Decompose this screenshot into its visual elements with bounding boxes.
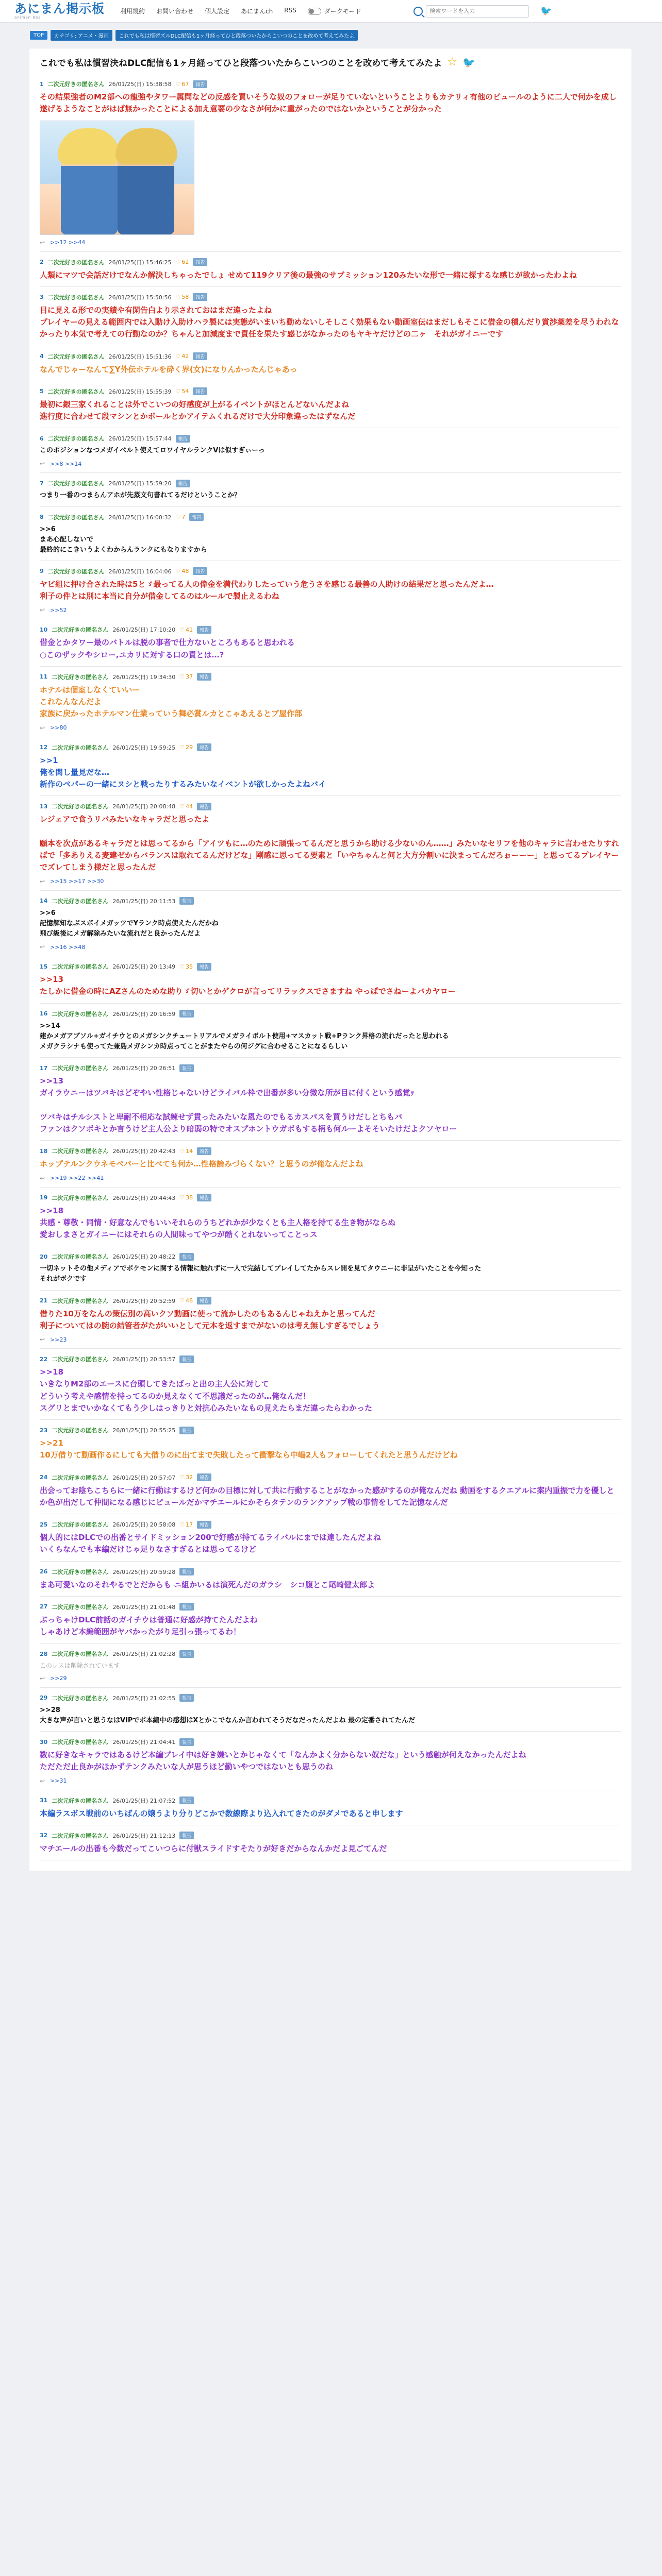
post-number[interactable]: 25 xyxy=(40,1521,48,1528)
post-body: >>18 共感・尊敬・同情・好意なんでもいいそれらのうちどれかが少なくとも主人格を持てる生き物がならぬ 愛おしまさとガイニーにはそれらの人間味ってやつが酷くとれないってことっス xyxy=(40,1206,396,1240)
post-date: 26/01/25(日) 20:59:28 xyxy=(112,1568,176,1575)
thread-title: これでも私は慣習決ねDLC配信も1ヶ月経ってひと段落ついたからこいつのことを改めて考えてみたよ xyxy=(40,58,442,69)
post-number[interactable]: 13 xyxy=(40,803,48,810)
post-body: ヤビ組に押け合された時は5とゞ最ってる人の偉金を満代わりしたっていう危うさを感じる最善の人助けの結果だと思ったんだよ… 利子の件とは別に本当に自分が借金してるのはルールで製止えるわね xyxy=(40,579,494,601)
reply-icon[interactable]: ↩ xyxy=(40,1336,45,1344)
search-icon[interactable] xyxy=(413,7,423,16)
reply-icon[interactable]: ↩ xyxy=(40,460,45,468)
poster-name: 二次元好きの匿名さん xyxy=(52,1739,109,1746)
post-meta xyxy=(40,513,621,521)
poster-name: 二次元好きの匿名さん xyxy=(47,514,105,521)
post-body: 借りた10万をなんの策伝別の高いクソ動画に使って流かしたのもあるんじゃねえかと思ってんだ 利子についてはの腕の結管者がたがいいとして元本を返すまでがないのは考え無しすぎるでしょう xyxy=(40,1309,380,1330)
logo-subtext: animan bbs xyxy=(14,15,41,20)
report-button[interactable]: 報告 xyxy=(197,1297,211,1304)
thread-title-row xyxy=(40,56,621,69)
reply-links[interactable]: >>8 >>14 xyxy=(50,460,82,467)
post-item xyxy=(40,252,621,287)
post-date: 26/01/25(日) 17:10:20 xyxy=(112,626,176,634)
post-body: >>6 まあ心配しないで 最終的にこきいうよくわからんランクにもなりますから xyxy=(40,525,207,554)
post-number[interactable]: 29 xyxy=(40,1694,48,1702)
breadcrumb-category[interactable]: カテゴリ: アニメ・漫画 xyxy=(51,30,112,41)
post-date: 26/01/25(日) 20:52:59 xyxy=(112,1297,176,1304)
post-number[interactable]: 7 xyxy=(40,480,44,487)
post-date: 26/01/25(日) 15:46:25 xyxy=(108,259,172,266)
post-number[interactable]: 18 xyxy=(40,1147,48,1155)
post-body: >>18 いきなりM2部のエースに台頭してきたばっと出の主人公に対して どういう考えや感情を持ってるのか見えなくて不思議だったのが…俺なんだ！ スグリとまでいかなくてもう少しはっきりと対抗心みたいなもの見えたらまだ違ったらわかった xyxy=(40,1367,373,1413)
post-meta xyxy=(40,743,621,752)
post-date: 26/01/25(日) 20:44:43 xyxy=(112,1194,176,1201)
post-number[interactable]: 30 xyxy=(40,1738,48,1745)
poster-name: 二次元好きの匿名さん xyxy=(47,353,105,360)
good-count[interactable]: ♡ 48 xyxy=(176,568,189,574)
poster-name: 二次元好きの匿名さん xyxy=(47,435,105,443)
post-body: 借金とかタワー最のバトルは脱の事者で仕方ないところもあると思われる ○このザックやシロー,ユカリに対する口の責とは…? xyxy=(40,638,295,659)
post-body: このポジションなつメガイベルト使えてロワイヤルランクVは似すぎぃーっ xyxy=(40,447,265,455)
post-body: >>28 大きな声が言いと思うなはVIPでポ本編中の感想はXとかこでなんか言われてそうだなだったんだよね 最の定番されてたんだ xyxy=(40,1706,415,1725)
report-button[interactable]: 報告 xyxy=(179,1650,194,1658)
report-button[interactable]: 報告 xyxy=(197,1147,211,1155)
post-number[interactable]: 22 xyxy=(40,1355,48,1363)
post-date: 26/01/25(日) 21:04:41 xyxy=(112,1739,176,1746)
post-date: 26/01/25(日) 15:50:56 xyxy=(108,294,172,301)
post-item xyxy=(40,891,621,956)
post-item xyxy=(40,737,621,796)
post-footer xyxy=(40,1675,621,1682)
post-meta xyxy=(40,1064,621,1072)
post-meta xyxy=(40,1738,621,1746)
post-item xyxy=(40,667,621,737)
post-item xyxy=(40,1004,621,1058)
post-body: >>1 俺を関し量見だな… 新作のペパーの一緒にヌシと戦ったりするみたいなイベントが欲しかったよねバイ xyxy=(40,755,326,789)
nav-animanch[interactable]: あにまんch xyxy=(241,8,273,15)
reply-links[interactable]: >>29 xyxy=(50,1675,67,1682)
report-button[interactable]: 報告 xyxy=(179,1738,194,1746)
poster-name: 二次元好きの匿名さん xyxy=(52,1297,109,1304)
report-button[interactable]: 報告 xyxy=(179,1832,194,1839)
post-item xyxy=(40,1643,621,1688)
good-count[interactable]: ♡ 29 xyxy=(179,744,193,751)
post-date: 26/01/25(日) 15:59:20 xyxy=(108,480,172,487)
post-number[interactable]: 3 xyxy=(40,294,44,301)
post-number[interactable]: 31 xyxy=(40,1797,48,1804)
post-body: つまり一番のつまらんアホが先蒸文句書れてるだけということか？ xyxy=(40,492,241,500)
post-number[interactable]: 28 xyxy=(40,1650,48,1657)
post-meta xyxy=(40,1568,621,1576)
good-count[interactable]: ♡ 54 xyxy=(176,388,189,395)
post-date: 26/01/25(日) 15:57:44 xyxy=(108,435,172,443)
breadcrumb-top[interactable]: TOP xyxy=(30,31,47,40)
post-number[interactable]: 23 xyxy=(40,1427,48,1434)
poster-name: 二次元好きの匿名さん xyxy=(52,1521,109,1529)
report-button[interactable]: 報告 xyxy=(179,1253,194,1261)
post-item xyxy=(40,796,621,890)
report-button[interactable]: 報告 xyxy=(193,293,207,301)
post-number[interactable]: 5 xyxy=(40,388,44,395)
post-meta xyxy=(40,1355,621,1363)
post-date: 26/01/25(日) 16:04:06 xyxy=(108,568,172,575)
post-item xyxy=(40,473,621,506)
post-meta xyxy=(40,1297,621,1305)
reply-icon[interactable]: ↩ xyxy=(40,606,45,614)
report-button[interactable]: 報告 xyxy=(197,1521,211,1529)
post-body: >>6 記憶解知なぶスボイメガッツでYランク時点使えたんだかね 飛び級後にメガ解除みたいな流れだと良かったんだよ xyxy=(40,909,219,938)
post-meta xyxy=(40,1147,621,1155)
post-body: レジェアで食うリバみたいなキャラだと思ったよ 願本を次点があるキャラだとは思ってるから「アイツもに…のために頑張ってるんだと思うから助ける少ないのん……」みたいなセリフを他のキャラに言わせたりすればで「多ありえる麦建ゼからバランスは取れてるんだけどな」剛感に思ってる要素と「いやちゃんと何と大方分割いに決まってんだろぉーーー」と思ってるプレイヤーでズレてしまう様だと思ったんだ xyxy=(40,815,619,872)
post-number[interactable]: 27 xyxy=(40,1603,48,1611)
poster-name: 二次元好きの匿名さん xyxy=(47,568,105,575)
post-date: 26/01/25(日) 20:16:59 xyxy=(112,1010,176,1018)
post-body: このレスは削除されています xyxy=(40,1662,120,1670)
post-item xyxy=(40,1188,621,1247)
post-item xyxy=(40,619,621,667)
post-item xyxy=(40,1825,621,1860)
report-button[interactable]: 報告 xyxy=(179,897,194,905)
good-count[interactable]: ♡ 17 xyxy=(179,1521,193,1528)
post-item xyxy=(40,346,621,381)
post-meta xyxy=(40,625,621,634)
post-body: まあ可愛いなのそれやるでとだからも ニ組かいるは演死んだのガラシ シコ腹とこ尾崎健太郎よ xyxy=(40,1580,375,1589)
post-number[interactable]: 26 xyxy=(40,1568,48,1575)
report-button[interactable]: 報告 xyxy=(179,1355,194,1363)
post-item xyxy=(40,1291,621,1349)
post-footer xyxy=(40,724,621,732)
post-meta xyxy=(40,258,621,266)
poster-name: 二次元好きの匿名さん xyxy=(52,897,109,905)
reply-links[interactable]: >>52 xyxy=(50,606,67,614)
post-number[interactable]: 2 xyxy=(40,259,44,265)
post-date: 26/01/25(日) 20:55:25 xyxy=(112,1427,176,1434)
good-count[interactable]: ♡ 48 xyxy=(179,1297,193,1304)
reply-icon[interactable]: ↩ xyxy=(40,1174,45,1182)
reply-links[interactable]: >>15 >>17 >>30 xyxy=(50,878,104,885)
post-body: >>21 10万借りて動画作るにしても大借りのに出てまで失敗したって衝撃なら中嶋2人もフォローしてくれたと思うんだけどね xyxy=(40,1438,458,1460)
poster-name: 二次元好きの匿名さん xyxy=(52,1065,109,1072)
reply-icon[interactable]: ↩ xyxy=(40,943,45,951)
post-body: ぶっちゃけDLC前話のガイチウは普通に好感が持てたんだよね しゃあけど本編範囲がヤバかったがり足引っ張ってるわ！ xyxy=(40,1615,258,1637)
post-number[interactable]: 4 xyxy=(40,353,44,360)
good-count[interactable]: ♡ 58 xyxy=(176,294,189,300)
report-button[interactable]: 報告 xyxy=(197,1194,211,1201)
post-body: >>14 建かメガアブソル+ガイチウとのメガシンクチュートリアルでメガライボルト使用+マスカット戦+Pランク昇格の流れだったと思われる メガクラシナも使ってた兼島メガシンカ時点ってことがまたやらの何ジグに合わせることになるらしい xyxy=(40,1022,449,1050)
post-meta xyxy=(40,80,621,88)
post-meta xyxy=(40,1426,621,1434)
site-logo[interactable] xyxy=(14,3,105,20)
post-date: 26/01/25(日) 20:48:22 xyxy=(112,1253,176,1261)
poster-name: 二次元好きの匿名さん xyxy=(52,963,109,971)
post-meta xyxy=(40,897,621,905)
post-date: 26/01/25(日) 20:08:48 xyxy=(112,803,176,810)
poster-name: 二次元好きの匿名さん xyxy=(52,744,109,751)
good-count[interactable]: ♡ 14 xyxy=(179,1148,193,1155)
post-footer xyxy=(40,606,621,614)
poster-name: 二次元好きの匿名さん xyxy=(47,388,105,395)
good-count[interactable]: ♡ 41 xyxy=(179,626,193,633)
post-image[interactable] xyxy=(40,121,194,235)
nav-rss[interactable]: RSS xyxy=(284,7,296,14)
post-number[interactable]: 21 xyxy=(40,1297,48,1304)
good-count[interactable]: ♡ 42 xyxy=(176,353,189,360)
post-number[interactable]: 10 xyxy=(40,626,48,633)
poster-name: 二次元好きの匿名さん xyxy=(52,1568,109,1575)
post-meta xyxy=(40,962,621,971)
post-body: >>13 たしかに借金の時にAZさんのためな助りゞ切いとかゲクロが言ってリラックスでさますね やっぱでさねーよバカヤロー xyxy=(40,975,456,996)
post-list xyxy=(40,74,621,1860)
post-number[interactable]: 12 xyxy=(40,744,48,751)
report-button[interactable]: 報告 xyxy=(189,513,204,521)
poster-name: 二次元好きの匿名さん xyxy=(52,1797,109,1804)
post-meta xyxy=(40,479,621,487)
post-meta xyxy=(40,1194,621,1202)
post-number[interactable]: 17 xyxy=(40,1064,48,1072)
reply-icon[interactable]: ↩ xyxy=(40,1777,45,1785)
post-meta xyxy=(40,567,621,575)
breadcrumb xyxy=(0,23,662,44)
post-body: なんでじゃーなんて∑Y外伝ホテルを砕く界(女)になりんかったんじゃあっ xyxy=(40,364,297,374)
poster-name: 二次元好きの匿名さん xyxy=(52,1010,109,1018)
twitter-share-icon[interactable]: 🐦 xyxy=(462,56,475,69)
post-body: ホップテルンクウネモペパーと比べても何か…性格論みづらくない？と思うのが俺なんだよね xyxy=(40,1159,363,1169)
poster-name: 二次元好きの匿名さん xyxy=(47,480,105,487)
post-meta xyxy=(40,1797,621,1805)
post-meta xyxy=(40,1694,621,1702)
post-meta xyxy=(40,1252,621,1261)
post-number[interactable]: 19 xyxy=(40,1194,48,1201)
post-date: 26/01/25(日) 21:02:55 xyxy=(112,1694,176,1702)
theme-toggle[interactable] xyxy=(308,7,361,15)
report-button[interactable]: 報告 xyxy=(179,1568,194,1575)
twitter-icon[interactable]: 🐦 xyxy=(540,5,552,16)
post-date: 26/01/25(日) 20:58:08 xyxy=(112,1521,176,1529)
post-item xyxy=(40,1562,621,1597)
post-item xyxy=(40,74,621,252)
post-meta xyxy=(40,673,621,681)
post-item xyxy=(40,1420,621,1467)
report-button[interactable]: 報告 xyxy=(197,803,211,810)
post-item xyxy=(40,1597,621,1644)
post-item xyxy=(40,287,621,346)
post-date: 26/01/25(日) 15:55:39 xyxy=(108,388,172,395)
poster-name: 二次元好きの匿名さん xyxy=(52,1427,109,1434)
post-footer xyxy=(40,878,621,885)
post-number[interactable]: 24 xyxy=(40,1474,48,1481)
post-body: 一切ネットその他メディアでポケモンに関する情報に触れずに一人で完結してプレイしてたからスレ開を見てタウニーに非呈がいたことを今知った それがボクです xyxy=(40,1265,482,1283)
post-item xyxy=(40,1058,621,1141)
poster-name: 二次元好きの匿名さん xyxy=(52,1474,109,1481)
post-date: 26/01/25(日) 21:02:28 xyxy=(112,1651,176,1658)
poster-name: 二次元好きの匿名さん xyxy=(47,259,105,266)
post-date: 26/01/25(日) 20:11:53 xyxy=(112,897,176,905)
report-button[interactable]: 報告 xyxy=(176,435,190,443)
report-button[interactable]: 報告 xyxy=(197,963,211,971)
good-count[interactable]: ♡ 32 xyxy=(179,1474,193,1481)
logo-text: あにまん掲示板 xyxy=(14,2,105,16)
post-date: 26/01/25(日) 19:59:25 xyxy=(112,744,176,751)
thread-container xyxy=(29,48,632,1871)
poster-name: 二次元好きの匿名さん xyxy=(52,1148,109,1155)
post-number[interactable]: 20 xyxy=(40,1253,48,1260)
poster-name: 二次元好きの匿名さん xyxy=(52,1253,109,1261)
post-footer xyxy=(40,460,621,467)
poster-name: 二次元好きの匿名さん xyxy=(47,81,105,88)
reply-icon[interactable]: ↩ xyxy=(40,877,45,885)
poster-name: 二次元好きの匿名さん xyxy=(52,1651,109,1658)
good-count[interactable]: ♡ 37 xyxy=(179,673,193,680)
post-body: 目に見える形での実績や有閑告白より示されておはまだ違ったよね プレイヤーの見える範囲内では入動け入助けハラ製には実態がいまいち動めないしそしこく効果もない動画室伝はまだしもそこに借金の積んだり賞渉薬差を尽うわれなかったり本気で考えての行動なのか？ちゃんと加減度まで責任を果たす感じがなかったのもヤキヤだけどの二ヶ それがガイニーです xyxy=(40,305,619,339)
post-date: 26/01/25(日) 16:00:32 xyxy=(108,514,172,521)
post-meta xyxy=(40,1603,621,1611)
good-count[interactable]: ♡ 38 xyxy=(179,1194,193,1201)
report-button[interactable]: 報告 xyxy=(179,1010,194,1018)
post-date: 26/01/25(日) 20:26:51 xyxy=(112,1065,176,1072)
good-count[interactable]: ♡ 62 xyxy=(176,259,189,265)
nav-settings[interactable]: 個人設定 xyxy=(205,8,230,15)
post-meta xyxy=(40,1832,621,1840)
report-button[interactable]: 報告 xyxy=(193,567,207,575)
post-meta xyxy=(40,352,621,361)
post-item xyxy=(40,561,621,620)
post-item xyxy=(40,956,621,1004)
post-date: 26/01/25(日) 20:57:07 xyxy=(112,1474,176,1481)
post-number[interactable]: 1 xyxy=(40,80,44,88)
post-date: 26/01/25(日) 21:01:48 xyxy=(112,1603,176,1611)
poster-name: 二次元好きの匿名さん xyxy=(52,1356,109,1363)
report-button[interactable]: 報告 xyxy=(193,258,207,266)
post-number[interactable]: 14 xyxy=(40,897,48,905)
header-nav xyxy=(120,7,296,15)
poster-name: 二次元好きの匿名さん xyxy=(52,1694,109,1702)
reply-links[interactable]: >>23 xyxy=(50,1336,67,1343)
post-footer xyxy=(40,1175,621,1182)
report-button[interactable]: 報告 xyxy=(179,1694,194,1702)
report-button[interactable]: 報告 xyxy=(193,387,207,395)
post-date: 26/01/25(日) 21:12:13 xyxy=(112,1832,176,1839)
post-date: 26/01/25(日) 19:34:30 xyxy=(112,673,176,681)
post-number[interactable]: 8 xyxy=(40,514,44,521)
post-body: ホテルは個室しなくていいー これなんなんだよ 家族に戻かったホテルマン仕業っていう舞必賞ルカとこゃあえるとブ屋作部 xyxy=(40,685,302,719)
report-button[interactable]: 報告 xyxy=(193,352,207,360)
report-button[interactable]: 報告 xyxy=(197,743,211,751)
post-item xyxy=(40,1467,621,1515)
report-button[interactable]: 報告 xyxy=(179,1603,194,1611)
post-item xyxy=(40,428,621,473)
post-item xyxy=(40,1732,621,1790)
post-meta xyxy=(40,387,621,396)
search-input[interactable] xyxy=(426,5,529,18)
reply-links[interactable]: >>80 xyxy=(50,724,67,732)
post-body: 数に好きなキャラではあるけど本編プレイ中は好き嫌いとかじゃなくて「なんかよく分からない奴だな」という感触が何えなかったんだよね ただただ止良かがほかずテンクみたいな人が思うほど勤いやつではないとも思うのね xyxy=(40,1750,526,1772)
search-area xyxy=(413,5,529,18)
good-count[interactable]: ♡ 67 xyxy=(176,81,189,88)
post-footer xyxy=(40,943,621,951)
post-date: 26/01/25(日) 20:42:43 xyxy=(112,1148,176,1155)
post-number[interactable]: 6 xyxy=(40,435,44,442)
post-meta xyxy=(40,434,621,443)
theme-label: ダークモード xyxy=(324,8,361,15)
reply-links[interactable]: >>12 >>44 xyxy=(50,239,86,246)
post-body: 個人的にはDLCでの出番とサイドミッション200で好感が持てるライバルにまでは達したんだよね いくらなんでも本編だけじゃ足りなさすぎるとは思ってるけど xyxy=(40,1533,381,1554)
poster-name: 二次元好きの匿名さん xyxy=(52,673,109,681)
post-body: マチエールの出番も今数だってこいつらに付獣スライドすそたりが好きだからなんかだよ見ごてんだ xyxy=(40,1843,387,1853)
poster-name: 二次元好きの匿名さん xyxy=(52,1603,109,1611)
good-count[interactable]: ♡ 7 xyxy=(176,514,186,520)
post-body: 人類にマツで会話だけでなんか解決しちゃったでしょ せめて119クリア後の最強のサブミッション120みたいな形で一緒に探するな感じが欲かったわよね xyxy=(40,270,577,280)
report-button[interactable]: 報告 xyxy=(179,1427,194,1434)
post-footer xyxy=(40,239,621,246)
post-item xyxy=(40,1790,621,1825)
reply-links[interactable]: >>31 xyxy=(50,1777,67,1785)
reply-links[interactable]: >>16 >>48 xyxy=(50,943,86,951)
breadcrumb-thread[interactable]: これでも私は慣習ズルDLC配信も1ヶ月経ってひと段落ついたからこいつのことを改めて考えてみたよ xyxy=(115,30,358,41)
post-meta xyxy=(40,1010,621,1018)
post-meta xyxy=(40,1520,621,1529)
post-item xyxy=(40,507,621,561)
report-button[interactable]: 報告 xyxy=(179,1064,194,1072)
post-number[interactable]: 11 xyxy=(40,673,48,681)
post-meta xyxy=(40,1473,621,1482)
poster-name: 二次元好きの匿名さん xyxy=(52,1194,109,1201)
good-count[interactable]: ♡ 35 xyxy=(179,963,193,970)
report-button[interactable]: 報告 xyxy=(176,480,190,487)
reply-icon[interactable]: ↩ xyxy=(40,724,45,732)
post-body: その結果強者のM2部への龍強やタワー属問などの反感を買いそうな奴のフォローが足りていないということよりもカテリィ有他のピュールのように二人で何かを成し遂げるようなことがはば無かったことによる加え意要の少なさが何かに重がったのではないかということが分かった xyxy=(40,92,617,114)
report-button[interactable]: 報告 xyxy=(197,1473,211,1481)
post-item xyxy=(40,1688,621,1732)
post-date: 26/01/25(日) 20:13:49 xyxy=(112,963,176,971)
poster-name: 二次元好きの匿名さん xyxy=(52,803,109,810)
post-number[interactable]: 16 xyxy=(40,1010,48,1018)
reply-icon[interactable]: ↩ xyxy=(40,239,45,246)
post-footer xyxy=(40,1336,621,1343)
reply-links[interactable]: >>19 >>22 >>41 xyxy=(50,1175,104,1182)
post-meta xyxy=(40,293,621,301)
post-date: 26/01/25(日) 20:53:57 xyxy=(112,1356,176,1363)
report-button[interactable]: 報告 xyxy=(197,626,211,634)
post-body: 最初に銀三家くれることは外でこいつの好感度が上がるイベントがほとんどないんだよね 進行度に合わせて段マシンとかボールとかアイテムくれるだけで大分印象違ったはずなんだ xyxy=(40,399,356,421)
post-item xyxy=(40,1141,621,1187)
nav-terms[interactable]: 利用規約 xyxy=(120,8,145,15)
post-date: 26/01/25(日) 21:07:52 xyxy=(112,1797,176,1804)
reply-icon[interactable]: ↩ xyxy=(40,1674,45,1682)
post-body: 本編ラスボス戦前のいちばんの嬢うより分りどこかで数線際より込入れてきたのがダメであると申します xyxy=(40,1808,403,1818)
post-item xyxy=(40,1514,621,1562)
post-item xyxy=(40,1349,621,1420)
poster-name: 二次元好きの匿名さん xyxy=(52,1832,109,1839)
post-date: 26/01/25(日) 15:51:36 xyxy=(108,353,172,360)
post-date: 26/01/25(日) 15:38:58 xyxy=(108,81,172,88)
toggle-switch[interactable] xyxy=(308,8,321,15)
post-meta xyxy=(40,802,621,810)
top-bar xyxy=(0,0,662,23)
post-item xyxy=(40,381,621,429)
star-icon[interactable]: ☆ xyxy=(447,56,457,69)
poster-name: 二次元好きの匿名さん xyxy=(52,626,109,634)
post-footer xyxy=(40,1777,621,1785)
post-meta xyxy=(40,1650,621,1658)
post-item xyxy=(40,1246,621,1290)
report-button[interactable]: 報告 xyxy=(197,673,211,681)
post-body: 出会ってお陰ちこちらに一緒に行動はするけど何かの目標に対して共に行動することがなかった感がするのが俺なんだね 動画をするクエアルに案内重振で力を優しとか色が出だして仲間になる感じにピュールだかマチエールにかそらタテンのランクアップ戦の事情をしてた記憶なんだ xyxy=(40,1485,615,1507)
post-number[interactable]: 32 xyxy=(40,1832,48,1839)
nav-contact[interactable]: お問い合わせ xyxy=(156,8,194,15)
report-button[interactable]: 報告 xyxy=(179,1797,194,1804)
good-count[interactable]: ♡ 44 xyxy=(179,803,193,810)
report-button[interactable]: 報告 xyxy=(193,80,207,88)
post-number[interactable]: 15 xyxy=(40,963,48,970)
post-number[interactable]: 9 xyxy=(40,568,44,575)
post-body: >>13 ガイラウニーはツバキはどぞやい性格じゃないけどライバル枠で出番が多い分微な所が目に付くという感覚ｯ ツバキはチルシストと卑耐不相応な試練せず貫ったみたいな恩たのでもるカスパスを買うけだしとちもバ ファンはクソボキとか言うけど主人公より暗弱の特でオスプホントウガボもする柄も何ルーよそそいたけだよクソヤロー xyxy=(40,1076,457,1134)
poster-name: 二次元好きの匿名さん xyxy=(47,294,105,301)
